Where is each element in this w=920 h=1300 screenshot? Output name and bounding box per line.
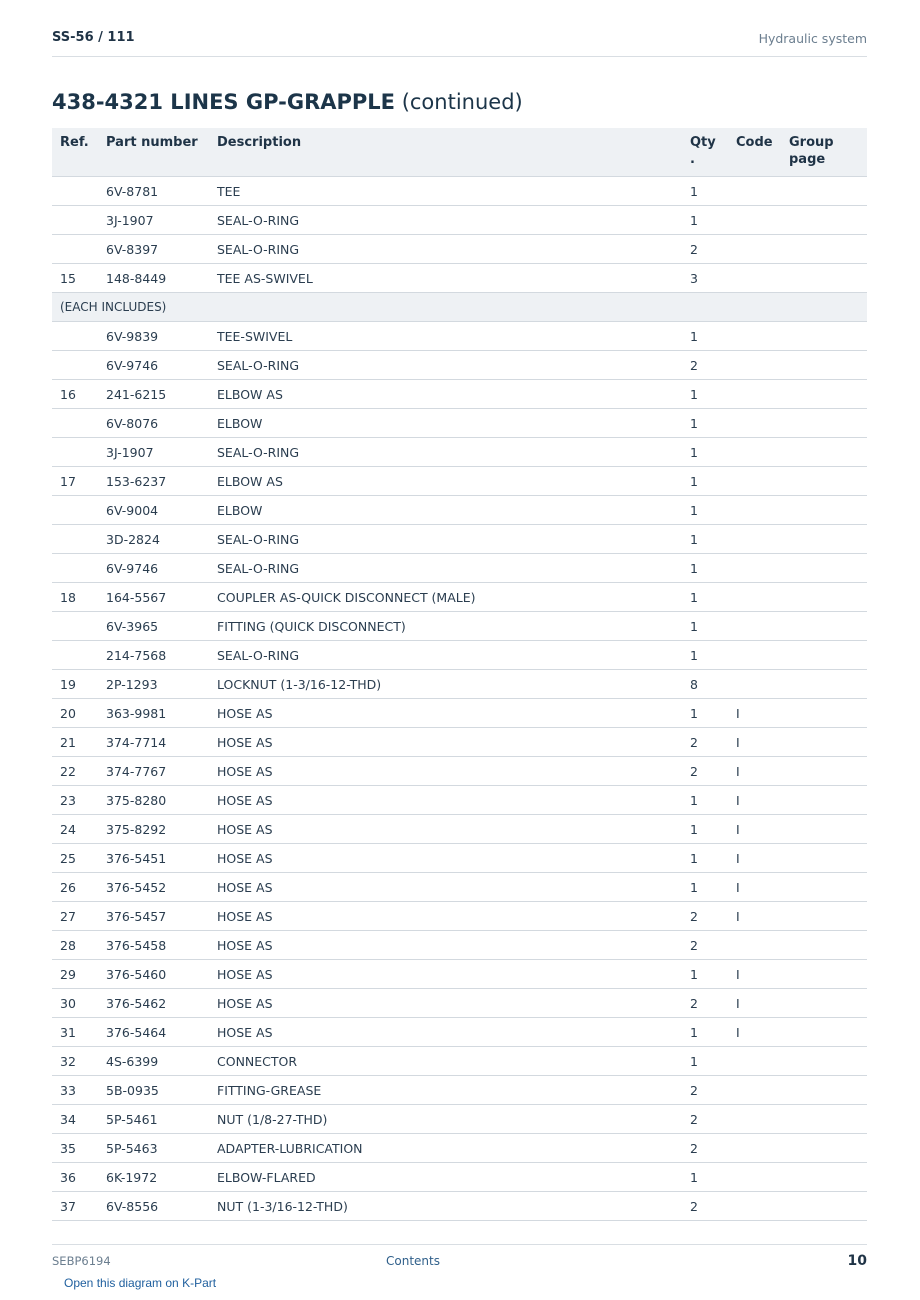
page-number: 10: [847, 1253, 867, 1269]
code-cell: [736, 322, 789, 351]
group-page-cell: [789, 409, 867, 438]
ref-cell: 22: [52, 757, 106, 786]
qty-cell: 1: [690, 1047, 736, 1076]
part-number-cell: 6V-3965: [106, 612, 217, 641]
parts-table-header: [52, 128, 867, 177]
code-cell: [736, 1163, 789, 1192]
ref-cell: 19: [52, 670, 106, 699]
part-number-cell: 214-7568: [106, 641, 217, 670]
qty-cell: 1: [690, 496, 736, 525]
qty-cell: 1: [690, 641, 736, 670]
continued-label: (continued): [395, 90, 523, 114]
qty-cell: 2: [690, 728, 736, 757]
group-page-cell: [789, 1134, 867, 1163]
ref-cell: 24: [52, 815, 106, 844]
group-page-cell: [789, 467, 867, 496]
table-row: [52, 409, 867, 438]
code-cell: [736, 496, 789, 525]
description-cell: HOSE AS: [217, 873, 690, 902]
ref-cell: 34: [52, 1105, 106, 1134]
qty-cell: 1: [690, 206, 736, 235]
table-row: [52, 264, 867, 293]
part-number-cell: 3J-1907: [106, 438, 217, 467]
ref-cell: 30: [52, 989, 106, 1018]
part-number-cell: 375-8280: [106, 786, 217, 815]
description-cell: LOCKNUT (1-3/16-12-THD): [217, 670, 690, 699]
group-page-cell: [789, 583, 867, 612]
table-row: [52, 1192, 867, 1221]
table-row: [52, 641, 867, 670]
description-cell: NUT (1/8-27-THD): [217, 1105, 690, 1134]
table-row: [52, 786, 867, 815]
group-page-cell: [789, 960, 867, 989]
part-number-cell: 6V-8397: [106, 235, 217, 264]
description-cell: SEAL-O-RING: [217, 206, 690, 235]
group-page-cell: [789, 989, 867, 1018]
table-row: [52, 206, 867, 235]
column-header-group-page: Group page: [789, 128, 867, 177]
ref-cell: [52, 409, 106, 438]
section-name: Hydraulic system: [758, 31, 867, 46]
qty-cell: 1: [690, 1163, 736, 1192]
description-cell: SEAL-O-RING: [217, 438, 690, 467]
table-row: [52, 931, 867, 960]
table-row: [52, 1018, 867, 1047]
part-number-cell: 376-5460: [106, 960, 217, 989]
description-cell: HOSE AS: [217, 960, 690, 989]
table-row: [52, 757, 867, 786]
table-row: [52, 1134, 867, 1163]
ref-cell: 35: [52, 1134, 106, 1163]
description-cell: TEE-SWIVEL: [217, 322, 690, 351]
description-cell: ELBOW: [217, 496, 690, 525]
table-note-row: [52, 293, 867, 322]
code-cell: [736, 177, 789, 206]
group-page-cell: [789, 177, 867, 206]
group-page-cell: [789, 699, 867, 728]
ref-cell: 17: [52, 467, 106, 496]
code-cell: I: [736, 873, 789, 902]
ref-cell: 36: [52, 1163, 106, 1192]
qty-cell: 2: [690, 1192, 736, 1221]
description-cell: HOSE AS: [217, 786, 690, 815]
code-cell: [736, 351, 789, 380]
part-number-cell: 376-5458: [106, 931, 217, 960]
group-page-cell: [789, 873, 867, 902]
ref-cell: 23: [52, 786, 106, 815]
table-row: [52, 1105, 867, 1134]
part-number-cell: 6V-9839: [106, 322, 217, 351]
table-row: [52, 496, 867, 525]
part-number-cell: 374-7714: [106, 728, 217, 757]
table-row: [52, 438, 867, 467]
code-cell: [736, 467, 789, 496]
group-page-cell: [789, 1076, 867, 1105]
part-number-cell: 6V-9746: [106, 351, 217, 380]
qty-cell: 8: [690, 670, 736, 699]
code-cell: I: [736, 728, 789, 757]
kpart-diagram-link[interactable]: Open this diagram on K-Part: [64, 1276, 217, 1290]
description-cell: ELBOW AS: [217, 380, 690, 409]
ref-cell: [52, 554, 106, 583]
part-number-cell: 3D-2824: [106, 525, 217, 554]
column-header-part-number: Part number: [106, 128, 217, 177]
qty-cell: 3: [690, 264, 736, 293]
code-cell: I: [736, 815, 789, 844]
code-cell: I: [736, 699, 789, 728]
ref-cell: 28: [52, 931, 106, 960]
qty-cell: 1: [690, 786, 736, 815]
description-cell: HOSE AS: [217, 757, 690, 786]
group-page-cell: [789, 351, 867, 380]
qty-cell: 2: [690, 235, 736, 264]
code-cell: I: [736, 1018, 789, 1047]
ref-cell: 25: [52, 844, 106, 873]
table-row: [52, 699, 867, 728]
table-row: [52, 351, 867, 380]
group-page-cell: [789, 1105, 867, 1134]
ref-cell: [52, 525, 106, 554]
part-number-cell: 6V-8556: [106, 1192, 217, 1221]
qty-cell: 1: [690, 467, 736, 496]
code-cell: [736, 1134, 789, 1163]
group-page-cell: [789, 525, 867, 554]
table-row: [52, 322, 867, 351]
ref-cell: [52, 235, 106, 264]
part-number-cell: 6V-9746: [106, 554, 217, 583]
code-cell: I: [736, 786, 789, 815]
qty-cell: 1: [690, 380, 736, 409]
group-page-cell: [789, 380, 867, 409]
column-header-qty: Qty .: [690, 128, 736, 177]
part-number-cell: 375-8292: [106, 815, 217, 844]
table-row: [52, 873, 867, 902]
part-number-cell: 376-5451: [106, 844, 217, 873]
part-number-cell: 153-6237: [106, 467, 217, 496]
description-cell: HOSE AS: [217, 728, 690, 757]
description-cell: ELBOW: [217, 409, 690, 438]
note-text: (EACH INCLUDES): [52, 293, 867, 322]
qty-cell: 1: [690, 554, 736, 583]
code-cell: [736, 554, 789, 583]
code-cell: I: [736, 844, 789, 873]
description-cell: ELBOW-FLARED: [217, 1163, 690, 1192]
column-header-code: Code: [736, 128, 789, 177]
qty-cell: 2: [690, 902, 736, 931]
table-row: [52, 1163, 867, 1192]
group-page-cell: [789, 206, 867, 235]
group-page-cell: [789, 931, 867, 960]
part-number-cell: 374-7767: [106, 757, 217, 786]
table-row: [52, 989, 867, 1018]
description-cell: ADAPTER-LUBRICATION: [217, 1134, 690, 1163]
description-cell: HOSE AS: [217, 815, 690, 844]
code-cell: I: [736, 989, 789, 1018]
qty-cell: 1: [690, 322, 736, 351]
part-number-cell: 241-6215: [106, 380, 217, 409]
description-cell: FITTING-GREASE: [217, 1076, 690, 1105]
qty-cell: 1: [690, 177, 736, 206]
ref-cell: 16: [52, 380, 106, 409]
table-row: [52, 670, 867, 699]
code-cell: [736, 206, 789, 235]
column-header-description: Description: [217, 128, 690, 177]
group-page-cell: [789, 496, 867, 525]
part-number-cell: 148-8449: [106, 264, 217, 293]
page-header: [52, 28, 867, 57]
column-header-ref: Ref.: [52, 128, 106, 177]
part-number-cell: 376-5452: [106, 873, 217, 902]
code-cell: [736, 583, 789, 612]
qty-cell: 1: [690, 612, 736, 641]
ref-cell: 20: [52, 699, 106, 728]
code-cell: [736, 612, 789, 641]
description-cell: HOSE AS: [217, 699, 690, 728]
code-cell: [736, 438, 789, 467]
part-number-cell: 376-5457: [106, 902, 217, 931]
group-page-cell: [789, 728, 867, 757]
ref-cell: 31: [52, 1018, 106, 1047]
table-row: [52, 844, 867, 873]
description-cell: ELBOW AS: [217, 467, 690, 496]
qty-cell: 1: [690, 1018, 736, 1047]
group-page-cell: [789, 554, 867, 583]
qty-cell: 2: [690, 1105, 736, 1134]
ref-cell: 18: [52, 583, 106, 612]
ref-cell: [52, 641, 106, 670]
group-page-cell: [789, 1047, 867, 1076]
table-row: [52, 583, 867, 612]
part-number-cell: 5P-5463: [106, 1134, 217, 1163]
ref-cell: 37: [52, 1192, 106, 1221]
group-page-cell: [789, 264, 867, 293]
table-row: [52, 815, 867, 844]
assembly-title: 438-4321 LINES GP-GRAPPLE: [52, 90, 396, 114]
group-page-cell: [789, 322, 867, 351]
ref-cell: 32: [52, 1047, 106, 1076]
table-row: [52, 177, 867, 206]
qty-cell: 2: [690, 757, 736, 786]
table-row: [52, 235, 867, 264]
qty-cell: 2: [690, 1134, 736, 1163]
qty-cell: 1: [690, 844, 736, 873]
part-number-cell: 6V-8076: [106, 409, 217, 438]
code-cell: [736, 1047, 789, 1076]
qty-cell: 1: [690, 873, 736, 902]
code-cell: [736, 1105, 789, 1134]
table-row: [52, 612, 867, 641]
group-page-cell: [789, 235, 867, 264]
ref-cell: 27: [52, 902, 106, 931]
description-cell: HOSE AS: [217, 902, 690, 931]
table-row: [52, 380, 867, 409]
ref-cell: [52, 351, 106, 380]
ref-cell: [52, 206, 106, 235]
description-cell: FITTING (QUICK DISCONNECT): [217, 612, 690, 641]
contents-link[interactable]: Contents: [386, 1254, 440, 1268]
code-cell: [736, 931, 789, 960]
description-cell: TEE: [217, 177, 690, 206]
group-page-cell: [789, 757, 867, 786]
manual-id: SEBP6194: [52, 1254, 111, 1268]
code-cell: [736, 380, 789, 409]
group-page-cell: [789, 902, 867, 931]
description-cell: HOSE AS: [217, 989, 690, 1018]
qty-cell: 1: [690, 960, 736, 989]
group-page-cell: [789, 612, 867, 641]
parts-table: [52, 128, 867, 1221]
part-number-cell: 6V-8781: [106, 177, 217, 206]
description-cell: SEAL-O-RING: [217, 235, 690, 264]
qty-cell: 1: [690, 438, 736, 467]
ref-cell: 15: [52, 264, 106, 293]
qty-cell: 2: [690, 931, 736, 960]
code-cell: [736, 670, 789, 699]
table-row: [52, 554, 867, 583]
qty-cell: 2: [690, 1076, 736, 1105]
part-number-cell: 6V-9004: [106, 496, 217, 525]
description-cell: HOSE AS: [217, 931, 690, 960]
qty-cell: 2: [690, 351, 736, 380]
group-page-cell: [789, 670, 867, 699]
page-title: [52, 90, 523, 114]
description-cell: TEE AS-SWIVEL: [217, 264, 690, 293]
table-row: [52, 960, 867, 989]
qty-cell: 1: [690, 699, 736, 728]
part-number-cell: 376-5464: [106, 1018, 217, 1047]
group-page-cell: [789, 438, 867, 467]
qty-cell: 1: [690, 525, 736, 554]
description-cell: SEAL-O-RING: [217, 554, 690, 583]
table-row: [52, 525, 867, 554]
description-cell: HOSE AS: [217, 1018, 690, 1047]
group-page-cell: [789, 1163, 867, 1192]
ref-cell: [52, 612, 106, 641]
part-number-cell: 376-5462: [106, 989, 217, 1018]
table-row: [52, 902, 867, 931]
ref-cell: [52, 322, 106, 351]
part-number-cell: 4S-6399: [106, 1047, 217, 1076]
description-cell: SEAL-O-RING: [217, 641, 690, 670]
description-cell: CONNECTOR: [217, 1047, 690, 1076]
ref-cell: 21: [52, 728, 106, 757]
description-cell: SEAL-O-RING: [217, 351, 690, 380]
ref-cell: 29: [52, 960, 106, 989]
group-page-cell: [789, 844, 867, 873]
code-cell: I: [736, 902, 789, 931]
ref-cell: 26: [52, 873, 106, 902]
code-cell: [736, 1192, 789, 1221]
table-row: [52, 728, 867, 757]
part-number-cell: 363-9981: [106, 699, 217, 728]
code-cell: [736, 641, 789, 670]
group-page-cell: [789, 1018, 867, 1047]
code-cell: [736, 235, 789, 264]
description-cell: NUT (1-3/16-12-THD): [217, 1192, 690, 1221]
table-row: [52, 1047, 867, 1076]
part-number-cell: 3J-1907: [106, 206, 217, 235]
code-cell: [736, 525, 789, 554]
qty-cell: 1: [690, 815, 736, 844]
description-cell: HOSE AS: [217, 844, 690, 873]
code-cell: I: [736, 757, 789, 786]
document-reference: SS-56 / 111: [52, 30, 135, 45]
description-cell: COUPLER AS-QUICK DISCONNECT (MALE): [217, 583, 690, 612]
ref-cell: [52, 177, 106, 206]
group-page-cell: [789, 815, 867, 844]
qty-cell: 1: [690, 583, 736, 612]
code-cell: I: [736, 960, 789, 989]
part-number-cell: 2P-1293: [106, 670, 217, 699]
part-number-cell: 6K-1972: [106, 1163, 217, 1192]
part-number-cell: 164-5567: [106, 583, 217, 612]
table-row: [52, 467, 867, 496]
ref-cell: [52, 496, 106, 525]
group-page-cell: [789, 786, 867, 815]
group-page-cell: [789, 1192, 867, 1221]
code-cell: [736, 264, 789, 293]
code-cell: [736, 409, 789, 438]
qty-cell: 1: [690, 409, 736, 438]
table-row: [52, 1076, 867, 1105]
qty-cell: 2: [690, 989, 736, 1018]
parts-table-body: [52, 177, 867, 1221]
ref-cell: 33: [52, 1076, 106, 1105]
description-cell: SEAL-O-RING: [217, 525, 690, 554]
ref-cell: [52, 438, 106, 467]
part-number-cell: 5B-0935: [106, 1076, 217, 1105]
group-page-cell: [789, 641, 867, 670]
part-number-cell: 5P-5461: [106, 1105, 217, 1134]
code-cell: [736, 1076, 789, 1105]
